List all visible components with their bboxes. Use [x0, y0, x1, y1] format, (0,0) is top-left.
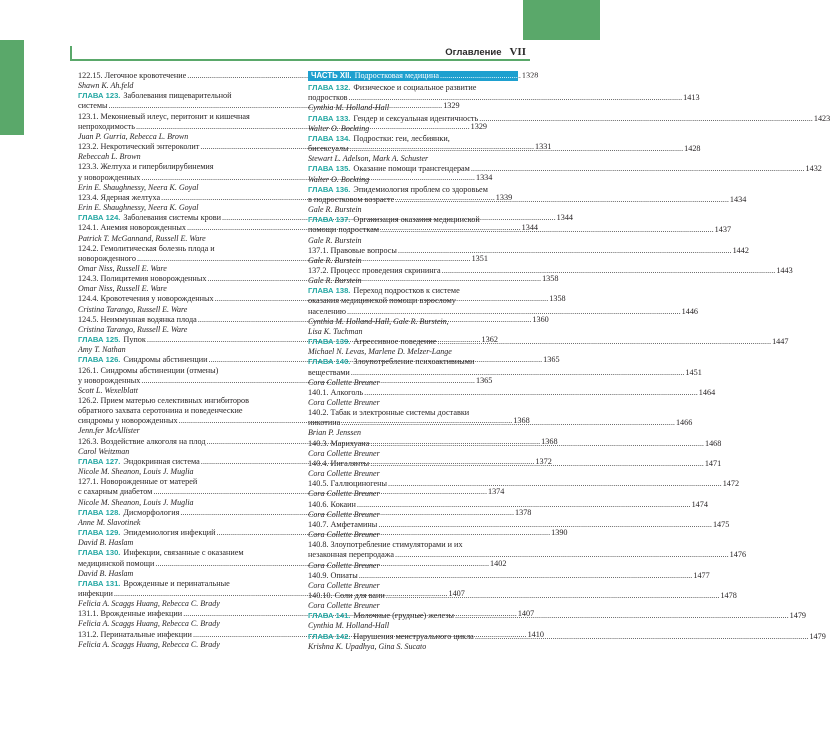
entry-page-number: 1446 — [681, 306, 698, 316]
entry-page-number: 1365 — [475, 375, 493, 385]
entry-author: Carol Weitzman — [78, 446, 130, 456]
entry-page-number: 1428 — [684, 144, 701, 154]
entry-title: ГЛАВА 123. Заболевания пищеварительной — [78, 91, 232, 101]
toc-line — [308, 83, 518, 93]
entry-title: с сахарным диабетом — [78, 487, 153, 497]
entry-title: 122.15. Легочное кровотечение — [78, 71, 187, 80]
entry-title: ГЛАВА 132. Физическое и социальное развитие — [308, 83, 477, 93]
entry-title: 126.1. Синдромы абстиненции (отмены) — [78, 365, 219, 375]
toc-section-entry[interactable] — [308, 588, 737, 601]
toc-line — [78, 162, 286, 172]
header-rule — [70, 59, 530, 61]
entry-title: ГЛАВА 140. Злоупотребление психоактивными — [308, 357, 475, 367]
entry-title: ГЛАВА 128. Дисморфология — [78, 507, 180, 517]
entry-title: ГЛАВА 124. Заболевания системы крови — [78, 213, 221, 223]
entry-title: ГЛАВА 142. Нарушения менструального цикла — [308, 631, 474, 641]
entry-title: помощи подросткам — [308, 225, 380, 235]
dot-leader — [479, 114, 813, 124]
entry-author: Omar Niss, Russell E. Ware — [78, 284, 167, 294]
chapter-label: ГЛАВА 130. — [78, 548, 121, 558]
entry-page-number: 1475 — [712, 519, 730, 529]
entry-page-number: 1402 — [490, 558, 507, 568]
entry-author: Lisa K. Tuchman — [308, 326, 363, 336]
entry-title: 140.10. Соли для ванн — [308, 590, 385, 600]
dot-leader — [471, 164, 805, 174]
entry-title: непроходимость — [78, 121, 135, 131]
entry-page-number: 1474 — [691, 499, 708, 509]
toc-line — [308, 499, 708, 510]
entry-page-number: 1423 — [813, 113, 830, 123]
entry-author: Omar Niss, Russell E. Ware — [78, 263, 167, 273]
chapter-label: ГЛАВА 132. — [308, 83, 351, 93]
toc-section-entry[interactable] — [308, 570, 710, 581]
entry-title: ГЛАВА 126. Синдромы абстиненции — [78, 355, 208, 365]
entry-title: у новорожденных — [78, 172, 141, 182]
entry-page-number: 1329 — [470, 121, 488, 131]
dot-leader — [475, 629, 809, 642]
entry-title: ГЛАВА 135. Оказание помощи трансгендерам — [308, 164, 470, 174]
entry-title: подростков — [308, 93, 348, 103]
entry-author: Cora Collette Breuner — [308, 530, 380, 540]
chapter-label: ГЛАВА 138. — [308, 286, 351, 296]
entry-title: никотина — [308, 418, 341, 428]
toc-line — [308, 387, 716, 398]
toc-section-entry[interactable] — [308, 540, 747, 560]
entry-page-number: 1407 — [517, 609, 535, 619]
entry-title: 123.4. Ядерная желтуха — [78, 192, 161, 202]
chapter-label: ЧАСТЬ XII. — [311, 71, 352, 80]
entry-author: Nicole M. Sheanon, Louis J. Muglia — [78, 497, 194, 507]
entry-title: системы — [78, 101, 108, 111]
toc-section-entry[interactable] — [308, 265, 793, 276]
toc-line — [308, 357, 518, 367]
toc-section-entry[interactable] — [308, 519, 730, 530]
dot-leader — [359, 571, 693, 581]
toc-section-entry[interactable] — [308, 479, 740, 489]
entry-page-number: 1432 — [805, 164, 822, 174]
entry-author: Michael N. Levas, Marlene D. Melzer-Lange — [308, 347, 452, 357]
entry-title: новорожденного — [78, 253, 136, 263]
entry-title: ГЛАВА 127. Эндокринная система — [78, 456, 200, 466]
toc-line — [78, 366, 286, 376]
chapter-label: ГЛАВА 128. — [78, 507, 121, 517]
entry-title: 131.2. Перинатальные инфекции — [78, 629, 192, 639]
entry-page-number: 1413 — [774, 71, 792, 80]
entry-title: обратного захвата серотонина и поведенческие — [78, 406, 243, 416]
toc-line — [308, 113, 830, 124]
dot-leader — [341, 418, 675, 428]
entry-author: Brian P. Jenssen — [308, 428, 361, 438]
corner-tab-left — [0, 40, 24, 135]
entry-title: ГЛАВА 133. Гендер и сексуальная идентичность — [308, 113, 479, 123]
chapter-label: ГЛАВА 135. — [308, 164, 351, 174]
entry-author: Cora Collette Breuner — [308, 601, 380, 611]
entry-title: ГЛАВА 125. Пупок — [78, 335, 146, 345]
entry-author: Felicia A. Scaggs Huang, Rebecca C. Brady — [78, 599, 220, 609]
dot-leader — [364, 388, 698, 398]
dot-leader — [398, 246, 732, 256]
toc-line — [78, 406, 286, 416]
entry-title: в подростковом возрасте — [308, 194, 395, 204]
entry-page-number: 1368 — [541, 436, 558, 446]
entry-page-number: 1365 — [543, 355, 560, 365]
entry-author: Patrick T. McGannand, Russell E. Ware — [78, 233, 206, 243]
entry-author: Felicia A. Scaggs Huang, Rebecca C. Brady — [78, 639, 220, 649]
dot-leader — [347, 307, 681, 317]
entry-page-number: 1407 — [448, 588, 465, 598]
page-number: VII — [509, 46, 526, 58]
entry-page-number: 1334 — [475, 172, 493, 182]
entry-title: 137.1. Правовые вопросы — [308, 245, 397, 255]
dot-leader — [370, 436, 704, 449]
entry-author: Cynthia M. Holland-Hall — [308, 103, 390, 113]
entry-author: Cora Collette Breuner — [308, 398, 380, 407]
chapter-label: ГЛАВА 142. — [308, 631, 351, 641]
entry-author: Krishna K. Upadhya, Gina S. Sucato — [308, 641, 427, 651]
dot-leader — [350, 144, 684, 154]
dot-leader — [388, 479, 722, 489]
entry-title: 140.2. Табак и электронные системы доставки — [308, 408, 470, 418]
entry-author: Erin E. Shaughnessy, Neera K. Goyal — [78, 182, 199, 192]
dot-leader — [440, 71, 774, 81]
entry-title: 124.5. Неиммунная водянка плода — [78, 314, 197, 324]
chapter-label: ГЛАВА 123. — [78, 91, 121, 101]
entry-title: ГЛАВА 139. Агрессивное поведение — [308, 337, 437, 347]
chapter-label: ГЛАВА 137. — [308, 215, 351, 225]
toc-line — [308, 588, 737, 601]
toc-line — [308, 192, 747, 205]
toc-section-entry[interactable] — [308, 245, 749, 256]
toc-section-entry[interactable] — [308, 499, 708, 510]
entry-page-number: 1351 — [471, 253, 488, 263]
entry-title: ГЛАВА 136. Эпидемиология проблем со здоровьем — [308, 184, 488, 194]
entry-page-number: 1372 — [535, 456, 552, 466]
entry-title: населению — [308, 306, 346, 316]
entry-title: 123.2. Некротический энтероколит — [78, 142, 200, 152]
entry-author: Cristina Tarango, Russell E. Ware — [78, 324, 188, 334]
entry-title: 126.3. Воздействие алкоголя на плод — [78, 436, 206, 446]
entry-page-number: 1339 — [495, 192, 513, 202]
entry-title: ГЛАВА 129. Эпидемиология инфекций — [78, 528, 216, 538]
toc-line — [308, 550, 747, 560]
toc-line — [308, 540, 518, 550]
entry-page-number: 1329 — [443, 101, 460, 111]
entry-title: ЧАСТЬ XII. Подростковая медицина — [311, 71, 440, 80]
entry-author: Cynthia M. Holland-Hall, Gale R. Burstein, — [308, 316, 449, 326]
toc-line — [78, 244, 286, 254]
toc-line — [78, 548, 286, 558]
entry-author: Cristina Tarango, Russell E. Ware — [78, 304, 188, 314]
entry-author: Nicole M. Sheanon, Louis J. Muglia — [78, 467, 194, 477]
dot-leader — [455, 611, 789, 621]
entry-title: 124.4. Кровотечения у новорожденных — [78, 294, 214, 304]
entry-title: бисексуалы — [308, 144, 349, 154]
dot-leader — [349, 93, 683, 103]
entry-title: 131.1. Врожденные инфекции — [78, 609, 183, 619]
entry-page-number: 1479 — [809, 631, 826, 641]
chapter-label: ГЛАВА 125. — [78, 335, 121, 345]
dot-leader — [437, 337, 771, 347]
entry-page-number: 1344 — [556, 213, 574, 223]
toc-chapter-entry[interactable] — [308, 83, 700, 103]
entry-author: Amy T. Nathan — [78, 345, 126, 355]
toc-line — [308, 93, 700, 103]
toc-line — [308, 296, 518, 306]
entry-title: 123.1. Мекониевый илеус, перитонит и кишечная — [78, 111, 250, 121]
entry-page-number: 1451 — [685, 367, 702, 377]
entry-page-number: 1410 — [527, 629, 544, 639]
chapter-label: ГЛАВА 140. — [308, 357, 351, 367]
entry-page-number: 1378 — [515, 507, 532, 517]
entry-title: 140.7. Амфетамины — [308, 519, 378, 529]
entry-title: 140.4. Ингалянты — [308, 458, 370, 468]
entry-author: Walter O. Bockting — [308, 123, 370, 133]
dot-leader — [442, 266, 776, 276]
chapter-label: ГЛАВА 124. — [78, 213, 121, 223]
entry-author: Scott L. Wexelblatt — [78, 385, 138, 395]
entry-page-number: 1477 — [693, 570, 710, 580]
entry-page-number: 1466 — [675, 418, 693, 428]
entry-title: 124.1. Анемия новорожденных — [78, 223, 186, 233]
entry-page-number: 1390 — [551, 528, 568, 538]
entry-page-number: 1360 — [532, 314, 549, 324]
entry-title: инфекции — [78, 588, 113, 598]
toc-chapter-entry[interactable] — [308, 164, 822, 174]
entry-author: Felicia A. Scaggs Huang, Rebecca C. Brady — [78, 619, 220, 629]
toc-line — [308, 570, 710, 581]
entry-title: синдромы у новорожденных — [78, 416, 178, 426]
dot-leader — [395, 550, 729, 560]
entry-author: David B. Haslam — [78, 538, 134, 548]
entry-title: 124.3. Полицитемия новорожденных — [78, 274, 207, 284]
chapter-label: ГЛАВА 131. — [78, 578, 121, 588]
running-header-title: Оглавление — [445, 47, 502, 58]
entry-author: Cora Collette Breuner — [308, 448, 380, 458]
toc-line — [308, 245, 749, 256]
entry-author: Cora Collette Breuner — [308, 469, 380, 479]
dot-leader — [370, 456, 704, 469]
entry-page-number: 1472 — [722, 479, 740, 489]
entry-title: веществами — [308, 367, 350, 377]
toc-chapter-entry[interactable] — [308, 184, 747, 205]
entry-title: ГЛАВА 131. Врожденные и перинатальные — [78, 578, 230, 588]
toc-line — [308, 337, 789, 347]
entry-title: ГЛАВА 137. Организация оказания медицинской — [308, 215, 480, 225]
entry-author: Cynthia M. Holland-Hall — [308, 621, 390, 631]
entry-author: Cora Collette Breuner — [308, 377, 380, 387]
dot-leader — [351, 368, 685, 378]
entry-page-number: 1471 — [704, 458, 722, 468]
entry-page-number: 1476 — [729, 550, 747, 560]
entry-author: Rebeccah L. Brown — [78, 152, 141, 162]
entry-page-number: 1413 — [683, 93, 700, 103]
entry-title: ГЛАВА 141. Молочные (грудные) железы — [308, 611, 454, 621]
toc-line — [308, 215, 518, 225]
chapter-label: ГЛАВА 139. — [308, 337, 351, 347]
entry-page-number: 1374 — [487, 487, 505, 497]
entry-page-number: 1358 — [542, 274, 559, 284]
entry-page-number: 1344 — [521, 223, 539, 233]
toc-line — [308, 408, 518, 418]
entry-title: 140.3. Марихуана — [308, 438, 370, 448]
toc-line — [308, 164, 822, 174]
entry-author: David B. Haslam — [78, 568, 134, 578]
entry-title: ГЛАВА 134. Подростки: геи, лесбиянки, — [308, 133, 450, 143]
entry-author: Gale R. Burstein — [308, 235, 362, 245]
chapter-label: ГЛАВА 126. — [78, 355, 121, 365]
entry-page-number: 1331 — [535, 142, 552, 152]
entry-title: 140.6. Кокаин — [308, 499, 356, 509]
toc-line — [308, 286, 518, 296]
entry-author: Gale R. Burstein — [308, 276, 362, 286]
toc-line — [308, 185, 518, 195]
toc-line — [78, 579, 286, 589]
entry-page-number: 1328 — [521, 71, 539, 80]
entry-page-number: 1478 — [720, 590, 737, 600]
entry-title: оказания медицинской помощи взрослому — [308, 296, 456, 306]
toc-line — [308, 134, 518, 144]
entry-author: Cora Collette Breuner — [308, 489, 380, 499]
dot-leader — [380, 225, 714, 235]
entry-author: Anne M. Slavotinek — [78, 517, 141, 527]
toc-line — [308, 306, 698, 317]
entry-page-number: 1368 — [513, 416, 530, 426]
toc-chapter-entry[interactable] — [308, 113, 830, 124]
entry-author: Gale R. Burstein — [308, 205, 362, 215]
toc-line — [308, 367, 702, 378]
entry-title: 137.2. Процесс проведения скрининга — [308, 265, 441, 275]
entry-title: ГЛАВА 130. Инфекции, связанные с оказанием — [78, 548, 244, 558]
dot-leader — [395, 192, 729, 205]
dot-leader — [386, 588, 720, 601]
entry-title: 140.1. Алкоголь — [308, 387, 364, 397]
entry-title: 140.5. Галлюциногены — [308, 479, 388, 489]
toc-line — [78, 477, 286, 487]
toc-line — [78, 112, 286, 122]
chapter-label: ГЛАВА 129. — [78, 528, 121, 538]
entry-title: ГЛАВА 138. Переход подростков к системе — [308, 286, 460, 296]
running-header — [445, 46, 526, 58]
chapter-label: ГЛАВА 127. — [78, 456, 121, 466]
entry-title: 123.3. Желтуха и гипербилирубинемия — [78, 162, 214, 172]
chapter-label: ГЛАВА 136. — [308, 184, 351, 194]
toc-chapter-entry[interactable] — [308, 337, 789, 347]
corner-tab-top — [523, 0, 600, 40]
toc-line — [308, 265, 793, 276]
entry-author: Cora Collette Breuner — [308, 580, 380, 590]
dot-leader — [378, 520, 712, 530]
entry-page-number: 1442 — [732, 245, 749, 255]
entry-author: Gale R. Burstein — [308, 255, 362, 265]
entry-page-number: 1434 — [729, 194, 747, 204]
entry-title: у новорожденных — [78, 375, 141, 385]
entry-title: 140.8. Злоупотребление стимуляторами и их — [308, 540, 463, 550]
entry-page-number: 1443 — [776, 265, 793, 275]
entry-page-number: 1464 — [698, 387, 716, 397]
entry-author: Juan P. Gurria, Rebecca L. Brown — [78, 131, 189, 141]
header-rule-vertical — [70, 46, 72, 60]
entry-page-number: 1447 — [772, 337, 789, 347]
entry-title: 126.2. Прием матерью селективных ингибиторов — [78, 396, 249, 405]
toc-section-entry[interactable] — [308, 387, 716, 398]
chapter-label: ГЛАВА 133. — [308, 113, 351, 123]
entry-author: Cora Collette Breuner — [308, 509, 380, 519]
entry-page-number: 1358 — [549, 294, 566, 304]
entry-page-number: 1468 — [704, 438, 722, 448]
dot-leader — [357, 500, 691, 510]
toc-line — [78, 91, 286, 101]
entry-title: медицинской помощи — [78, 558, 155, 568]
toc-line — [308, 479, 740, 489]
entry-title: 140.9. Опиаты — [308, 570, 358, 580]
entry-author: Shawn K. Ah.feld — [78, 81, 134, 91]
entry-page-number: 1479 — [789, 611, 806, 621]
toc-line — [78, 396, 286, 406]
entry-author: Cora Collette Breuner — [308, 560, 380, 570]
entry-author: Erin E. Shaughnessy, Neera K. Goyal — [78, 203, 199, 213]
entry-author: Jenn.fer McAllister — [78, 426, 140, 436]
entry-page-number: 1362 — [481, 335, 498, 345]
entry-page-number: 1437 — [714, 225, 732, 235]
entry-title: 127.1. Новорожденные от матерей — [78, 477, 198, 487]
entry-title: 124.2. Гемолитическая болезнь плода и — [78, 243, 215, 253]
entry-author: Stewart L. Adelson, Mark A. Schuster — [308, 154, 429, 164]
chapter-label: ГЛАВА 134. — [308, 133, 351, 143]
entry-title: незаконная перепродажа — [308, 550, 395, 560]
chapter-label: ГЛАВА 141. — [308, 611, 351, 621]
entry-author: Walter O. Bockting — [308, 174, 370, 184]
toc-line — [308, 519, 730, 530]
